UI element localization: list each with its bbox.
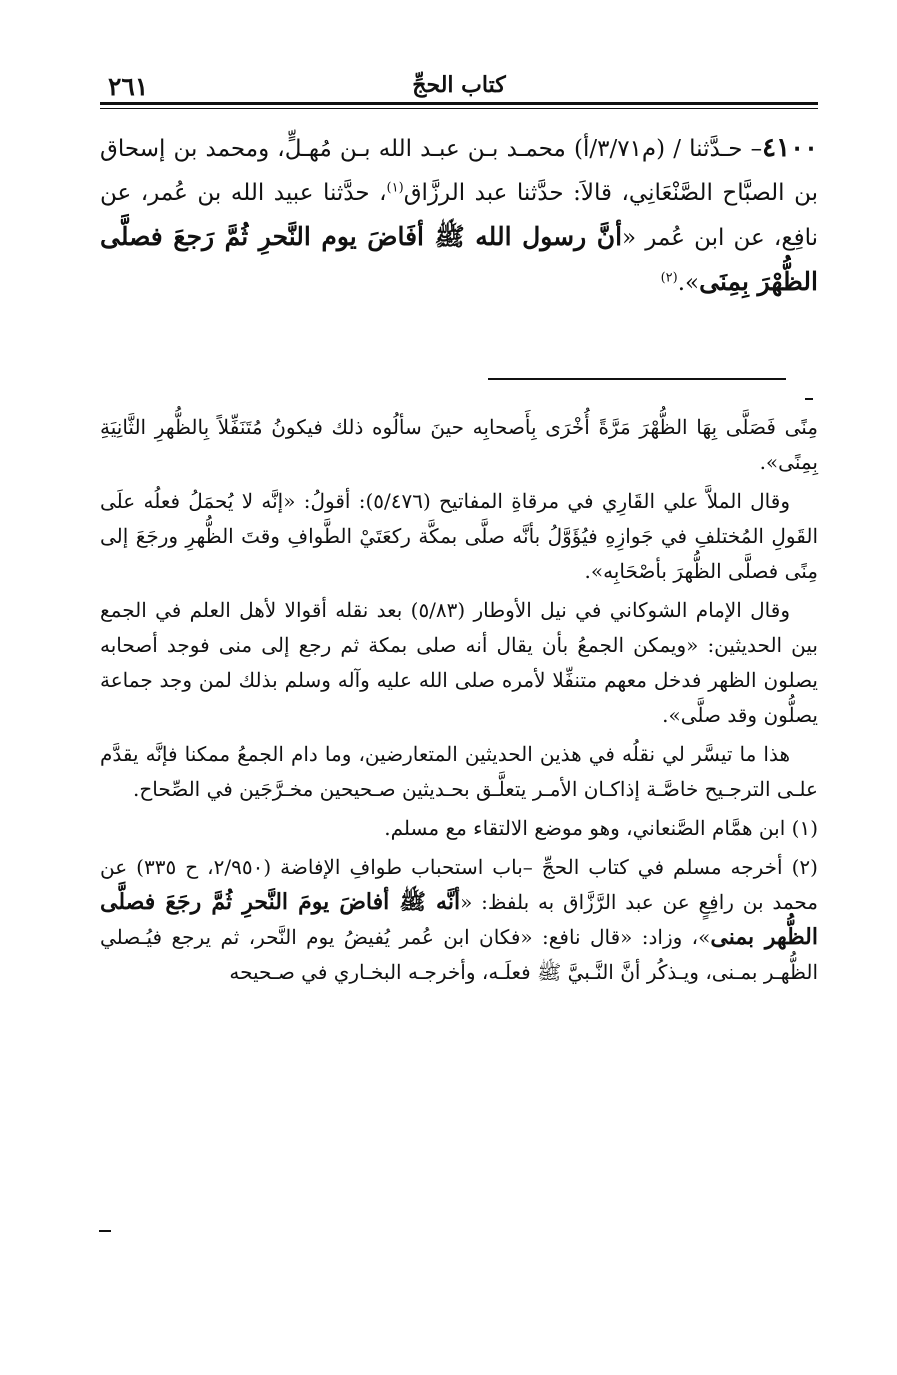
isnad-text-2: ، حدَّثنا عبيد الله بن عُمر، عن نافِع، عن ابن عُمر «: [100, 180, 818, 251]
isnad-text-1: – حـدَّثنا / (م٣/٧١/أ) محمـد بـن عبـد الله بـن مُهـلٍّ، ومحمد بن إسحاق بن الصبَّاح الصَّنْعَانِي، قالاَ: حدَّثنا عبد الرزَّاق: [100, 136, 818, 206]
footnote-2-text-a: (٢) أخرجه مسلم في كتاب الحجِّ –باب استحباب طوافِ الإفاضة (٢/٩٥٠، ح ٣٣٥) عن محمد بن رافِعٍ عن عبد الرَّزَّاق به بلفظ: «: [100, 855, 819, 914]
footnote-ref-2[interactable]: (٢): [660, 270, 678, 286]
hadith-number: ٤١٠٠: [762, 133, 818, 163]
footnote-conclusion-paragraph: هذا ما تيسَّر لي نقلُه في هذين الحديثين المتعارضين، وما دام الجمعُ ممكنا فإنَّه يقدَّم علـى الترجـيح خاصَّـة إذاكـان الأمـر يتعلَّـق بحـديثين صـحيحين مخـرَّجَين في الصِّحاح.: [100, 742, 818, 801]
matn-bold-text: أنَّ رسول الله ﷺ أفَاضَ يوم النَّحرِ ثُمَّ رَجعَ فصلَّى الظُّهْرَ بِمِنَى: [100, 222, 818, 296]
main-text: [100, 126, 818, 305]
footnote-2: [100, 850, 818, 990]
footnote-qari-paragraph: وقال الملاَّ علي القَارِي في مرقاةِ المفاتيح (٥/٤٧٦): أقولُ: «إنَّه لا يُحمَلُ فعلُه علَى القَولِ المُختلفِ في جَوازِهِ فيُؤَوَّلُ بأنَّه صلَّى بمكَّة ركعَتَيْ الطَّوافِ وقتَ الظُّهرِ ورجَعَ إلى مِنًى فصلَّى الظُّهرَ بأصْحَابِه».: [100, 489, 818, 583]
continuation-mark: [805, 398, 813, 400]
page-header: [100, 72, 818, 102]
footnote-1: (١) ابن همَّام الصَّنعاني، وهو موضع الالتقاء مع مسلم.: [384, 816, 818, 840]
header-rule-thick: [100, 102, 818, 105]
footnote-continuation: مِنًى فَصَلَّى بِهَا الظُّهْرَ مَرَّةً أُخْرَى بِأَصحابِه حينَ سألُوه ذلك فيكونُ مُتَنَفِّلاً بِالظُّهرِ الثَّانِيَةِ بِمِنًى».: [100, 415, 818, 474]
footnote-shawkani-paragraph: وقال الإمام الشوكاني في نيل الأوطار (٥/٨٣) بعد نقله أقوالا لأهل العلم في الجمع بين الحديثين: «ويمكن الجمعُ بأن يقال أنه صلى بمكة ثم رجع إلى منى فوجد أصحابه يصلون الظهر فدخل معهم متنفِّلا لأمره صلى الله عليه وآله وسلم بذلك لمن وجد جماعة يصلُّون وقد صلَّى».: [100, 598, 818, 727]
footnote-2-text-b: »، وزاد: «قال نافع: «فكان ابن عُمر يُفيضُ يوم النَّحر، ثم يرجع فيُـصلي الظُّهـر بمـنى، ويـذكُر أنَّ النَّـبيَّ ﷺ فعلَـه، وأخرجـه البخـاري في صـحيحه: [100, 925, 818, 984]
footnote-separator: [488, 378, 786, 380]
running-title: كتاب الحجِّ: [412, 72, 506, 98]
hadith-paragraph: [100, 126, 818, 305]
closing-quote: ».: [677, 270, 700, 296]
page-number: ٢٦١: [108, 72, 149, 101]
footnotes-section: [100, 410, 818, 994]
header-rule-thin: [100, 108, 818, 109]
footnote-ref-1[interactable]: (١): [386, 180, 404, 196]
footnote-2-bold: أنَّه ﷺ أفاضَ يومَ النَّحرِ ثُمَّ رجَعَ فصلَّى الظُّهر بمنى: [100, 889, 818, 950]
continuation-mark-bottom: [99, 1230, 111, 1232]
